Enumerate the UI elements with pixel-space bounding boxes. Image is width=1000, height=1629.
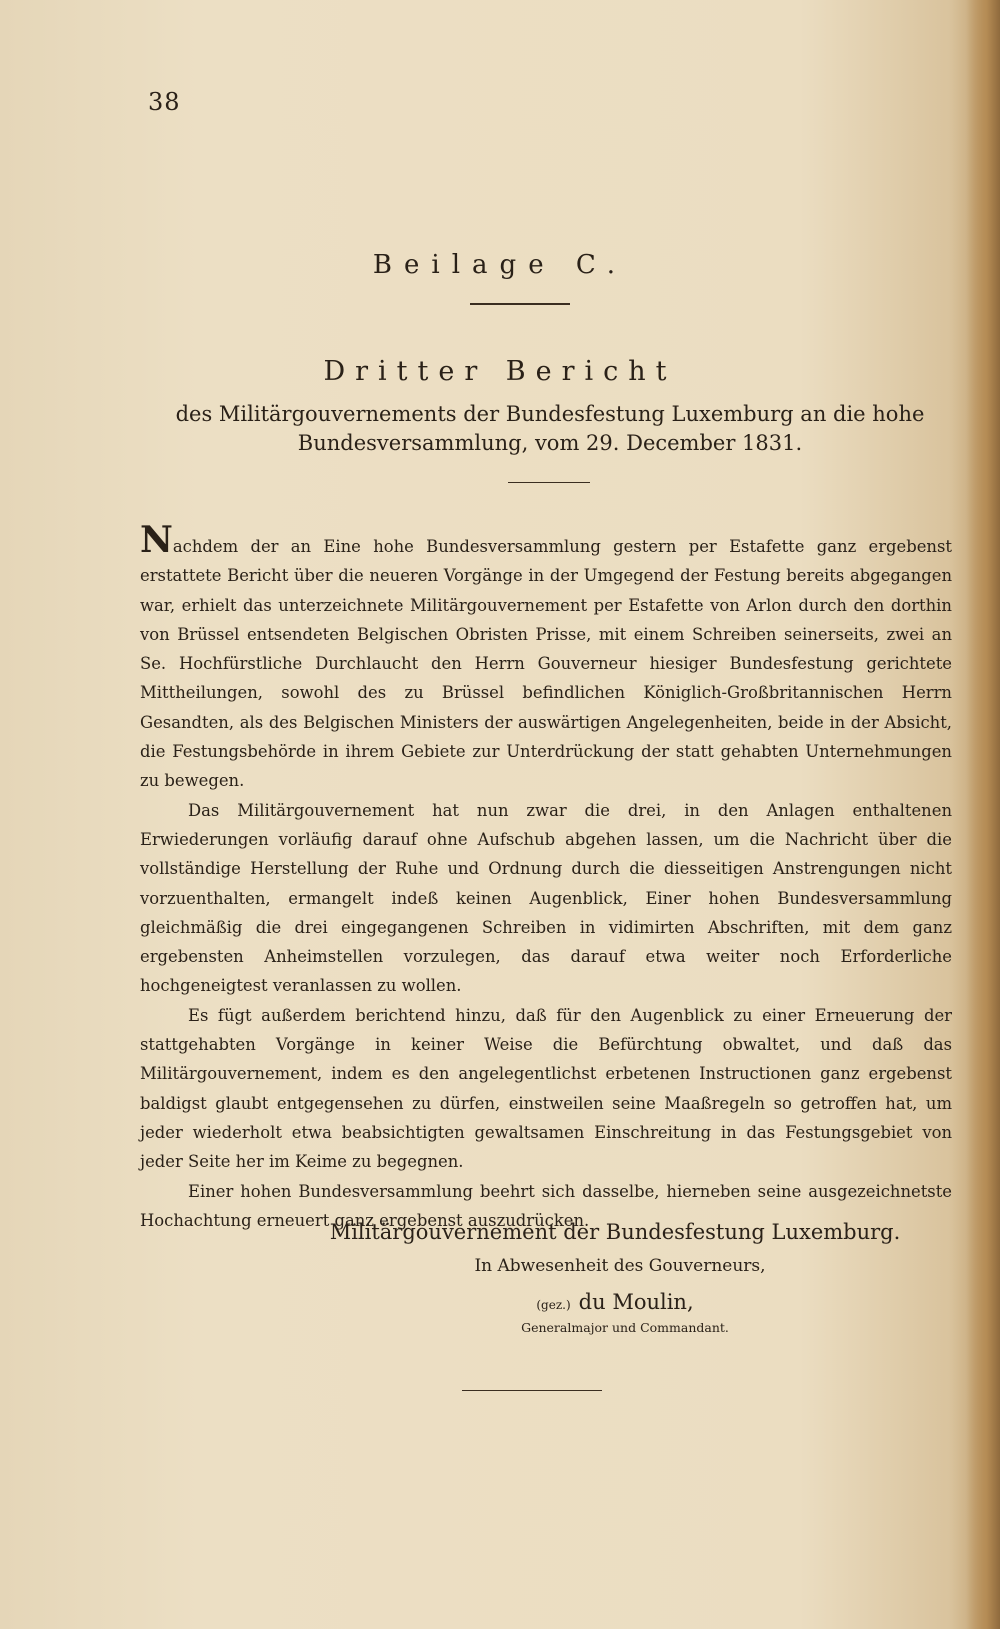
paragraph-2: Das Militärgouvernement hat nun zwar die drei, in den Anlagen enthaltenen Erwiederungen vorläufig darauf ohne Aufschub abgehen lassen, um die Nachricht über die vollständige Herstellung der Ruhe und Ordnung durch die diesseitigen Anstrengungen nicht vorzuenthalten, ermangelt indeß keinen Augenblick, Einer hohen Bundesversammlung gleichmäßig die drei eingegangenen Schreiben in vidimirten Abschriften, mit dem ganz ergebensten Anheimstellen vorzulegen, das darauf etwa weiter noch Erforderliche hochgeneigtest veranlassen zu wollen. (140, 800, 952, 996)
subtitle-rule (508, 482, 590, 483)
page-edge-shadow (966, 0, 1000, 1629)
page-number: 38 (148, 88, 181, 116)
signatory-name: du Moulin, (578, 1290, 694, 1314)
signature-office: Militärgouvernement der Bundesfestung Luxemburg. (329, 1220, 901, 1244)
heading-rule (470, 303, 570, 305)
appendix-heading: Beilage C. (372, 250, 628, 280)
paragraph-4: Einer hohen Bundesversammlung beehrt sich dasselbe, hierneben seine ausgezeichnetste Hochachtung erneuert ganz ergebenst auszudrücken. (140, 1181, 952, 1230)
paragraph-1 (140, 519, 952, 796)
signed-mark: (gez.) (536, 1298, 571, 1312)
paragraph-1-text: achdem der an Eine hohe Bundesversammlung gestern per Estafette ganz ergebenst erstattete Bericht über die neueren Vorgänge in der Umgegend der Festung bereits abgegangen war, erhielt das unterzeichnete Militärgouvernement per Estafette von Arlon durch den dorthin von Brüssel entsendeten Belgischen Obristen Prisse, mit einem Schreiben seinerseits, zwei an Se. Hochfürstliche Durchlaucht den Herrn Gouverneur hiesiger Bundesfestung gerichtete Mittheilungen, sowohl des zu Brüssel befindlichen Königlich-Großbritannischen Herrn Gesandten, als des Belgischen Ministers der auswärtigen Angelegenheiten, beide in der Absicht, die Festungsbehörde in ihrem Gebiete zur Unterdrückung der statt gehabten Unternehmungen zu bewegen. (140, 537, 952, 791)
report-subtitle: des Militärgouvernements der Bundesfestung Luxemburg an die hohe Bundesversammlung, vom 29. December 1831. (175, 402, 925, 455)
signature-absence: In Abwesenheit des Gouverneurs, (474, 1256, 766, 1276)
drop-cap: N (140, 519, 173, 561)
report-title: Dritter Bericht (323, 356, 677, 387)
closing-rule (462, 1390, 602, 1391)
signature-name-line (0, 1290, 1000, 1314)
paragraph-3: Es fügt außerdem berichtend hinzu, daß für den Augenblick zu einer Erneuerung der stattgehabten Vorgänge in keiner Weise die Befürchtung obwaltet, und daß das Militärgouvernement, indem es den angelegentlichst erbetenen Instructionen ganz ergebenst baldigst glaubt entgegensehen zu dürfen, einstweilen seine Maaßregeln so getroffen hat, um jeder wiederholt etwa beabsichtigten gewaltsamen Einschreitung in das Festungsgebiet von jeder Seite her im Keime zu begegnen. (140, 1005, 952, 1172)
signatory-rank: Generalmajor und Commandant. (521, 1320, 729, 1335)
report-body (140, 519, 952, 1235)
